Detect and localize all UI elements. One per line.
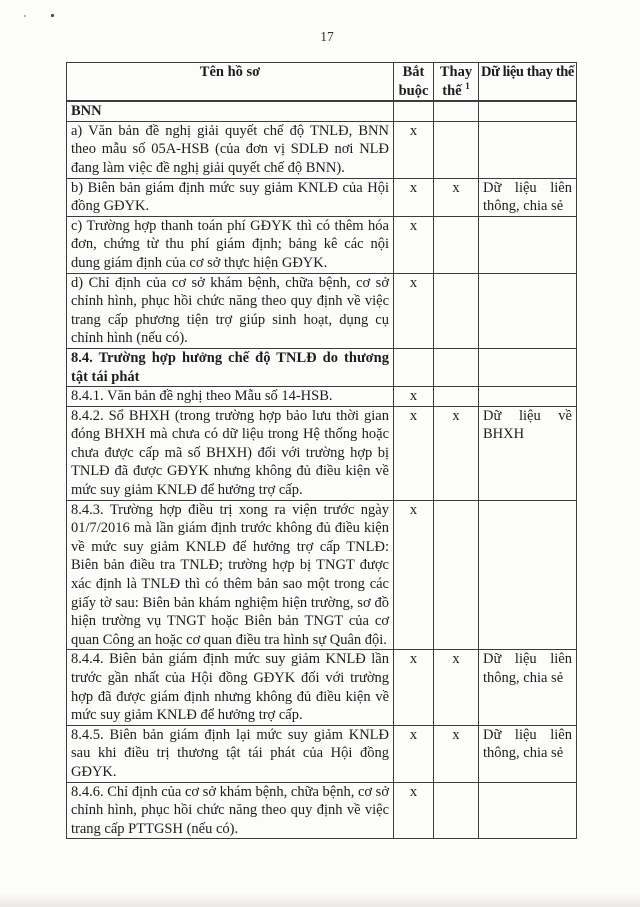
table-row bbox=[67, 500, 577, 650]
header-dossier-name: Tên hồ sơ bbox=[67, 63, 394, 102]
cell-replace-mark bbox=[434, 348, 479, 386]
cell-replacement-data bbox=[479, 387, 577, 407]
table-row bbox=[67, 348, 577, 386]
table-row bbox=[67, 273, 577, 348]
cell-replacement-data bbox=[479, 273, 577, 348]
cell-replacement-data bbox=[479, 782, 577, 839]
cell-dossier-name: c) Trường hợp thanh toán phí GĐYK thì có thêm hóa đơn, chứng từ thu phí giám định; bảng kê các nội dung giám định của cơ sở thực hiện GĐYK. bbox=[67, 216, 394, 273]
cell-dossier-name: BNN bbox=[67, 101, 394, 121]
footnote-marker: 1 bbox=[465, 80, 470, 91]
cell-replacement-data bbox=[479, 216, 577, 273]
table-row bbox=[67, 216, 577, 273]
cell-dossier-name: b) Biên bản giám định mức suy giảm KNLĐ của Hội đồng GĐYK. bbox=[67, 178, 394, 216]
header-replace bbox=[434, 63, 479, 102]
header-replace-line2: thế $^1$ bbox=[442, 80, 470, 99]
cell-replacement-data bbox=[479, 101, 577, 121]
cell-replacement-data: Dữ liệu liên thông, chia sẻ bbox=[479, 650, 577, 725]
cell-required-mark: x bbox=[394, 406, 434, 500]
cell-dossier-name: 8.4.6. Chỉ định của cơ sở khám bệnh, chữa bệnh, cơ sở chỉnh hình, phục hồi chức năng theo quy định về việc trang cấp PTTGSH (nếu có). bbox=[67, 782, 394, 839]
cell-required-mark: x bbox=[394, 650, 434, 725]
header-required bbox=[394, 63, 434, 102]
table-row bbox=[67, 121, 577, 178]
cell-dossier-name: 8.4.5. Biên bản giám định lại mức suy giảm KNLĐ sau khi điều trị thương tật tái phát của Hội đồng GĐYK. bbox=[67, 725, 394, 782]
cell-dossier-name: 8.4. Trường hợp hưởng chế độ TNLĐ do thương tật tái phát bbox=[67, 348, 394, 386]
header-replace-line1: Thay bbox=[439, 64, 473, 80]
table-body bbox=[67, 101, 577, 839]
table-row bbox=[67, 782, 577, 839]
cell-dossier-name: a) Văn bản đề nghị giải quyết chế độ TNLĐ, BNN theo mẫu số 05A-HSB (của đơn vị SDLĐ nơi NLĐ đang làm việc đề nghị giải quyết chế độ BNN). bbox=[67, 121, 394, 178]
cell-replacement-data: Dữ liệu liên thông, chia sẻ bbox=[479, 725, 577, 782]
cell-replace-mark bbox=[434, 782, 479, 839]
cell-replace-mark bbox=[434, 273, 479, 348]
cell-dossier-name: 8.4.2. Sổ BHXH (trong trường hợp bảo lưu thời gian đóng BHXH mà chưa có dữ liệu trong Hệ thống hoặc chưa được cấp mã số BHXH) đối với trường hợp bị TNLĐ đã được GĐYK nhưng không đủ điều kiện về mức suy giảm KNLĐ để hưởng trợ cấp. bbox=[67, 406, 394, 500]
cell-replacement-data bbox=[479, 121, 577, 178]
cell-replace-mark bbox=[434, 500, 479, 650]
cell-required-mark: x bbox=[394, 178, 434, 216]
cell-required-mark: x bbox=[394, 121, 434, 178]
cell-replace-mark: x bbox=[434, 650, 479, 725]
cell-dossier-name: d) Chỉ định của cơ sở khám bệnh, chữa bệnh, cơ sở chỉnh hình, phục hồi chức năng theo quy định về việc trang cấp phương tiện trợ giúp sinh hoạt, dụng cụ chỉnh hình (nếu có). bbox=[67, 273, 394, 348]
cell-dossier-name: 8.4.3. Trường hợp điều trị xong ra viện trước ngày 01/7/2016 mà lần giám định trước không đủ điều kiện về mức suy giảm KNLĐ để hưởng trợ cấp TNLĐ: Biên bản điều tra TNLĐ; trường hợp bị TNGT được xác định là TNLĐ thì có thêm bản sao một trong các giấy tờ sau: Biên bản khám nghiệm hiện trường, sơ đồ hiện trường vụ TNGT hoặc Biên bản TNGT của cơ quan Công an hoặc cơ quan điều tra hình sự Quân đội. bbox=[67, 500, 394, 650]
cell-replace-mark bbox=[434, 387, 479, 407]
cell-required-mark: x bbox=[394, 500, 434, 650]
cell-required-mark: x bbox=[394, 725, 434, 782]
cell-dossier-name: 8.4.4. Biên bản giám định mức suy giảm KNLĐ lần trước gần nhất của Hội đồng GĐYK đối với trường hợp đã được giám định nhưng không đủ điều kiện về mức suy giảm KNLĐ để hưởng trợ cấp. bbox=[67, 650, 394, 725]
cell-replacement-data bbox=[479, 500, 577, 650]
cell-replacement-data: Dữ liệu liên thông, chia sẻ bbox=[479, 178, 577, 216]
table-row bbox=[67, 650, 577, 725]
cell-required-mark: x bbox=[394, 273, 434, 348]
header-replacement-data: Dữ liệu thay thế bbox=[479, 63, 577, 102]
cell-required-mark bbox=[394, 101, 434, 121]
table-row bbox=[67, 725, 577, 782]
cell-required-mark: x bbox=[394, 387, 434, 407]
cell-required-mark bbox=[394, 348, 434, 386]
cell-replace-mark: x bbox=[434, 178, 479, 216]
cell-required-mark: x bbox=[394, 782, 434, 839]
cell-replacement-data: Dữ liệu về BHXH bbox=[479, 406, 577, 500]
cell-replace-mark bbox=[434, 101, 479, 121]
cell-replacement-data bbox=[479, 348, 577, 386]
dossier-requirements-table bbox=[66, 62, 577, 839]
table-row bbox=[67, 406, 577, 500]
table-row bbox=[67, 101, 577, 121]
table-row bbox=[67, 178, 577, 216]
page-number: 17 bbox=[320, 29, 334, 44]
table-header-row bbox=[67, 63, 577, 102]
cell-replace-mark: x bbox=[434, 406, 479, 500]
cell-replace-mark bbox=[434, 216, 479, 273]
scan-artifact-dot bbox=[24, 15, 26, 17]
cell-replace-mark bbox=[434, 121, 479, 178]
header-required-line1: Bắt bbox=[402, 64, 425, 80]
cell-replace-mark: x bbox=[434, 725, 479, 782]
header-required-line2: buộc bbox=[398, 82, 429, 99]
table-row bbox=[67, 387, 577, 407]
scan-artifact-dot bbox=[51, 14, 54, 17]
cell-dossier-name: 8.4.1. Văn bản đề nghị theo Mẫu số 14-HSB. bbox=[67, 387, 394, 407]
scan-edge-shade bbox=[0, 893, 640, 907]
cell-required-mark: x bbox=[394, 216, 434, 273]
